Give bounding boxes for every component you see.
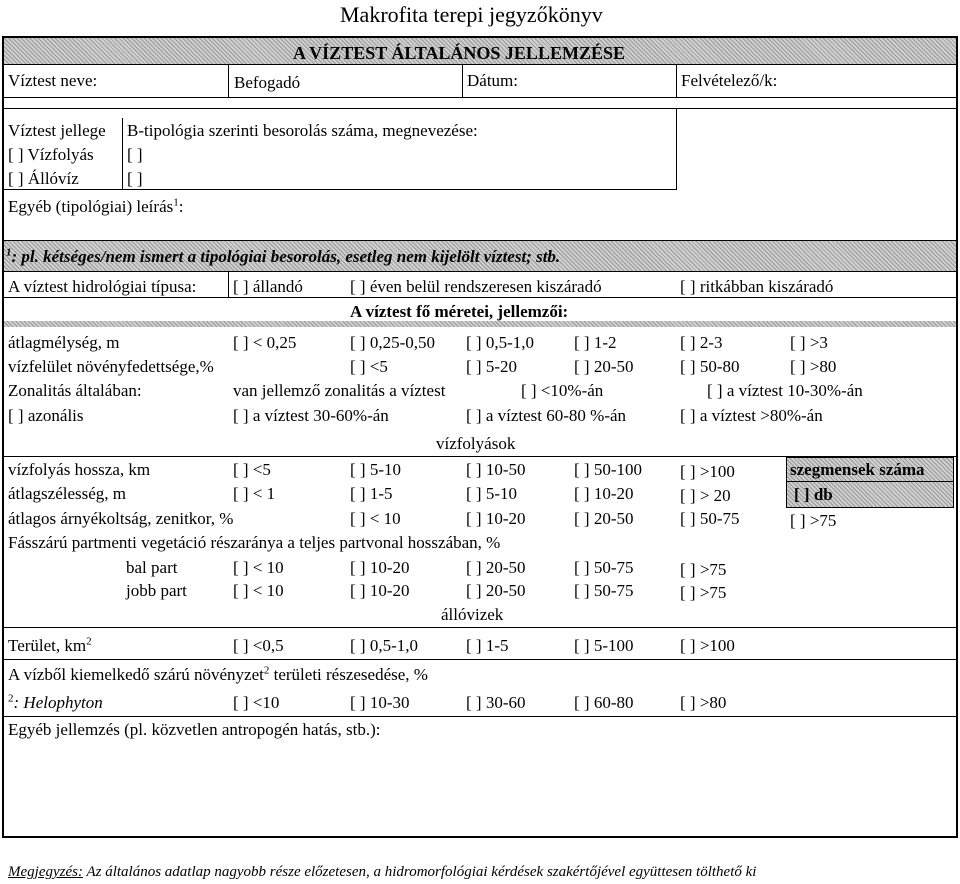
szelesseg-opt[interactable]: [ ] < 1 [233, 484, 276, 503]
novenyfedettseg-opt[interactable]: [ ] <5 [350, 357, 388, 376]
felvetelezo-label: Felvételező/k: [681, 71, 778, 90]
zonalitas-label: Zonalitás általában: [8, 381, 142, 400]
zonalitas-opt[interactable]: [ ] a víztest >80%-án [680, 406, 823, 425]
bal-part-opt[interactable]: [ ] 10-20 [350, 558, 410, 577]
szegmensek-label: szegmensek száma [790, 460, 925, 479]
megjegyzes: Megjegyzés: Az általános adatlap nagyobb része előzetesen, a hidromorfológiai kérdések szakértőjével együttesen tölthető ki [8, 864, 757, 880]
helophyton-opt[interactable]: [ ] <10 [233, 693, 280, 712]
jobb-part-opt[interactable]: [ ] >75 [680, 583, 727, 602]
hidro-allando[interactable]: [ ] állandó [233, 277, 303, 296]
kiemelkedo-label: A vízből kiemelkedő szárú növényzet$^2$ területi részesedése, % [8, 664, 428, 684]
bal-part-label: bal part [126, 558, 178, 577]
atlagmelyseg-opt[interactable]: [ ] 1-2 [574, 333, 617, 352]
page-title: Makrofita terepi jegyzőkönyv [340, 2, 603, 27]
egyeb-leiras-label: Egyéb (tipológiai) leírás$^1$: [8, 196, 184, 216]
hossz-opt[interactable]: [ ] 10-50 [466, 460, 526, 479]
egyeb-jellemzes-area[interactable] [6, 742, 952, 834]
jobb-part-label: jobb part [126, 581, 187, 600]
arnyekoltsag-opt[interactable]: [ ] 50-75 [680, 509, 740, 528]
terulet-opt[interactable]: [ ] >100 [680, 636, 735, 655]
helophyton-opt[interactable]: [ ] >80 [680, 693, 727, 712]
atlagmelyseg-opt[interactable]: [ ] 0,25-0,50 [350, 333, 435, 352]
bal-part-opt[interactable]: [ ] 50-75 [574, 558, 634, 577]
terulet-opt[interactable]: [ ] 0,5-1,0 [350, 636, 418, 655]
szelesseg-opt[interactable]: [ ] > 20 [680, 486, 731, 505]
novenyfedettseg-label: vízfelület növényfedettsége,% [8, 357, 214, 376]
terulet-opt[interactable]: [ ] 1-5 [466, 636, 509, 655]
atlagszelesseg-label: átlagszélesség, m [8, 484, 127, 503]
zonalitas-opt[interactable]: [ ] a víztest 10-30%-án [707, 381, 863, 400]
vizfolyasok-header: vízfolyások [436, 434, 516, 453]
arnyekoltsag-opt[interactable]: [ ] 20-50 [574, 509, 634, 528]
vizfolyas-tipus-box[interactable]: [ ] [127, 145, 143, 164]
novenyfedettseg-opt[interactable]: [ ] 20-50 [574, 357, 634, 376]
terulet-opt[interactable]: [ ] <0,5 [233, 636, 284, 655]
viztest-neve-label: Víztest neve: [8, 71, 98, 90]
novenyfedettseg-opt[interactable]: [ ] 5-20 [466, 357, 517, 376]
jobb-part-opt[interactable]: [ ] 50-75 [574, 581, 634, 600]
datum-label: Dátum: [467, 71, 518, 90]
viztest-neve-value[interactable]: Befogadó [234, 73, 301, 92]
atlagmelyseg-opt[interactable]: [ ] >3 [790, 333, 828, 352]
szegmensek-db[interactable]: [ ] db [794, 485, 833, 504]
meretek-band [4, 321, 956, 327]
allovizl-tipus-box[interactable]: [ ] [127, 169, 143, 188]
jobb-part-opt[interactable]: [ ] 10-20 [350, 581, 410, 600]
hidrologiai-tipus-label: A víztest hidrológiai típusa: [8, 277, 197, 296]
helophyton-opt[interactable]: [ ] 60-80 [574, 693, 634, 712]
hidro-ritkabban[interactable]: [ ] ritkábban kiszáradó [680, 277, 834, 296]
arnyekoltsag-label: átlagos árnyékoltság, zenitkor, % [8, 509, 234, 528]
zonalitas-opt[interactable]: [ ] a víztest 60-80 %-án [466, 406, 627, 425]
vizfolyas-hossza-label: vízfolyás hossza, km [8, 460, 151, 479]
viztest-jellege-label: Víztest jellege [8, 121, 106, 140]
szelesseg-opt[interactable]: [ ] 1-5 [350, 484, 393, 503]
terulet-opt[interactable]: [ ] 5-100 [574, 636, 634, 655]
arnyekoltsag-opt[interactable]: [ ] 10-20 [466, 509, 526, 528]
hossz-opt[interactable]: [ ] 50-100 [574, 460, 642, 479]
bal-part-opt[interactable]: [ ] < 10 [233, 558, 284, 577]
atlagmelyseg-opt[interactable]: [ ] < 0,25 [233, 333, 297, 352]
jobb-part-opt[interactable]: [ ] < 10 [233, 581, 284, 600]
zonalitas-van: van jellemző zonalitás a víztest [233, 381, 446, 400]
terulet-label: Terület, $km^2$ [8, 635, 92, 655]
jobb-part-opt[interactable]: [ ] 20-50 [466, 581, 526, 600]
zonalitas-opt[interactable]: [ ] <10%-án [521, 381, 604, 400]
atlagmelyseg-opt[interactable]: [ ] 0,5-1,0 [466, 333, 534, 352]
atlagmelyseg-opt[interactable]: [ ] 2-3 [680, 333, 723, 352]
allovizek-header: állóvizek [441, 605, 504, 624]
helophyton-opt[interactable]: [ ] 30-60 [466, 693, 526, 712]
bal-part-opt[interactable]: [ ] 20-50 [466, 558, 526, 577]
hossz-opt[interactable]: [ ] <5 [233, 460, 271, 479]
arnyekoltsag-opt[interactable]: [ ] < 10 [350, 509, 401, 528]
atlagmelyseg-label: átlagmélység, m [8, 333, 120, 352]
footnote-1: $^1$: pl. kétséges/nem ismert a tipológiai besorolás, esetleg nem kijelölt víztest; stb. [6, 246, 561, 266]
arnyekoltsag-opt[interactable]: [ ] >75 [790, 511, 837, 530]
allovizl-checkbox[interactable]: [ ] Állóvíz [8, 169, 79, 188]
szelesseg-opt[interactable]: [ ] 10-20 [574, 484, 634, 503]
helophyton-label: $^2$: Helophyton [8, 692, 103, 712]
vizfolyas-checkbox[interactable]: [ ] Vízfolyás [8, 145, 94, 164]
egyeb-jellemzes-label: Egyéb jellemzés (pl. közvetlen antropogén hatás, stb.): [8, 720, 381, 739]
meretek-header: A víztest fő méretei, jellemzői: [350, 302, 569, 321]
bal-part-opt[interactable]: [ ] >75 [680, 560, 727, 579]
fasszaru-label: Fásszárú partmenti vegetáció részaránya a teljes partvonal hosszában, % [8, 533, 501, 552]
szelesseg-opt[interactable]: [ ] 5-10 [466, 484, 517, 503]
zonalitas-opt[interactable]: [ ] a víztest 30-60%-án [233, 406, 389, 425]
section-header: A VÍZTEST ÁLTALÁNOS JELLEMZÉSE [293, 43, 625, 63]
hossz-opt[interactable]: [ ] >100 [680, 462, 735, 481]
novenyfedettseg-opt[interactable]: [ ] 50-80 [680, 357, 740, 376]
hossz-opt[interactable]: [ ] 5-10 [350, 460, 401, 479]
novenyfedettseg-opt[interactable]: [ ] >80 [790, 357, 837, 376]
zonalitas-azonalis[interactable]: [ ] azonális [8, 406, 84, 425]
hidro-kiszarado[interactable]: [ ] éven belül rendszeresen kiszáradó [350, 277, 602, 296]
btipologia-label: B-tipológia szerinti besorolás száma, megnevezése: [127, 121, 478, 140]
helophyton-opt[interactable]: [ ] 10-30 [350, 693, 410, 712]
